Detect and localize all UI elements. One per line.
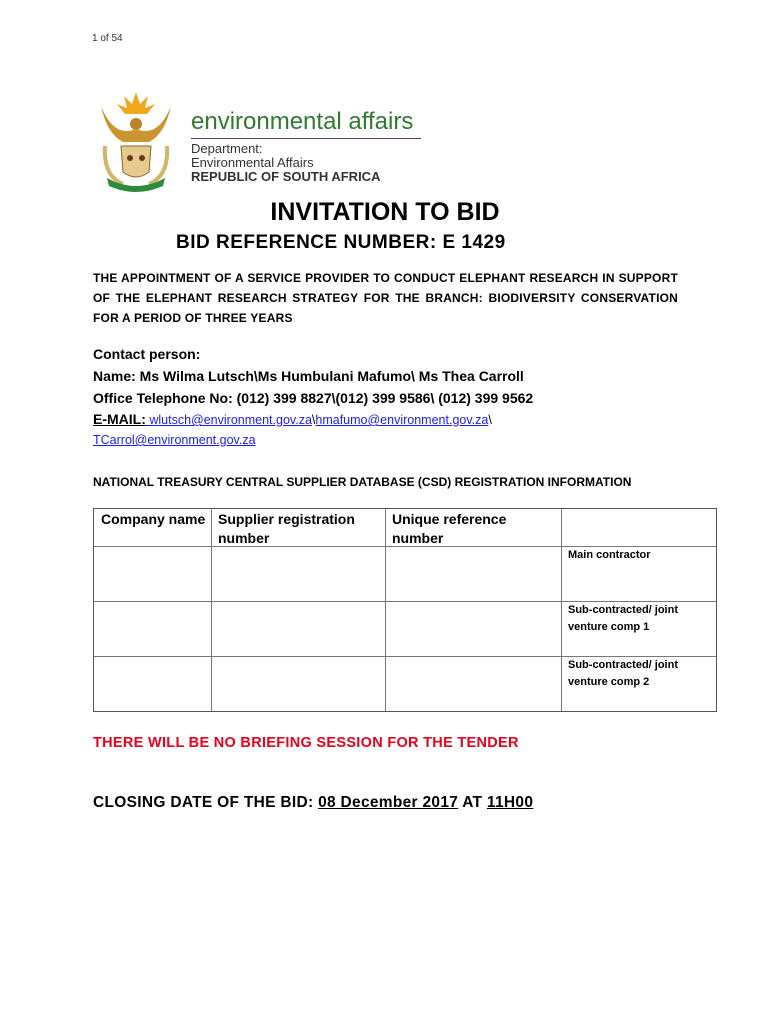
row-label-subcontracted-1: Sub-contracted/ joint venture comp 1	[568, 604, 678, 633]
department-logo	[93, 86, 438, 192]
row-label-main-contractor: Main contractor	[568, 549, 651, 561]
header-unique-reference-number: Unique reference number	[392, 511, 507, 546]
row-label-subcontracted-2: Sub-contracted/ joint venture comp 2	[568, 659, 678, 688]
closing-label: CLOSING DATE OF THE BID:	[93, 794, 319, 811]
logo-department	[191, 142, 380, 184]
coat-of-arms-icon	[93, 86, 179, 192]
email-link-tcarrol[interactable]: TCarrol@environment.gov.za	[93, 433, 256, 447]
logo-line-3: REPUBLIC OF SOUTH AFRICA	[191, 169, 381, 184]
briefing-notice: THERE WILL BE NO BRIEFING SESSION FOR THE TENDER	[93, 735, 519, 751]
closing-date-value: 08 December 2017	[318, 794, 459, 811]
email-separator: \	[311, 413, 316, 427]
contact-email-line	[93, 411, 492, 429]
csd-heading: NATIONAL TREASURY CENTRAL SUPPLIER DATABASE (CSD) REGISTRATION INFORMATION	[93, 475, 632, 489]
csd-registration-table	[93, 508, 717, 712]
document-title: INVITATION TO BID	[270, 198, 500, 226]
page-indicator: 1 of 54	[92, 33, 123, 44]
email-link-hmafumo[interactable]: hmafumo@environment.gov.za	[315, 413, 489, 427]
header-company-name: Company name	[101, 511, 206, 527]
contact-heading: Contact person:	[93, 346, 201, 362]
column-divider	[561, 509, 562, 711]
email-label: E-MAIL:	[93, 411, 146, 427]
email-separator: \	[488, 413, 492, 427]
closing-time-value: 11H00	[486, 794, 534, 811]
logo-line-1: Department:	[191, 141, 263, 156]
column-divider	[385, 509, 386, 711]
contact-phone: Office Telephone No: (012) 399 8827\(012) 399 9586\ (012) 399 9562	[93, 390, 534, 406]
logo-line-2: Environmental Affairs	[191, 155, 314, 170]
closing-at: AT	[458, 794, 487, 811]
logo-brand-text: environmental affairs	[191, 108, 414, 135]
email-link-wlutsch[interactable]: wlutsch@environment.gov.za	[145, 413, 312, 427]
contact-email-line-2	[93, 431, 256, 449]
bid-description: THE APPOINTMENT OF A SERVICE PROVIDER TO CONDUCT ELEPHANT RESEARCH IN SUPPORT OF THE ELEPHANT RESEARCH STRATEGY FOR THE BRANCH: BIODIVERSITY CONSERVATION FOR A PERIOD OF THREE YEARS	[93, 271, 678, 325]
header-supplier-registration-number: Supplier registration number	[218, 511, 355, 546]
closing-date	[93, 794, 533, 812]
logo-divider	[191, 138, 421, 139]
column-divider	[211, 509, 212, 711]
contact-names: Name: Ms Wilma Lutsch\Ms Humbulani Mafumo\ Ms Thea Carroll	[93, 368, 524, 384]
bid-reference: BID REFERENCE NUMBER: E 1429	[176, 232, 506, 253]
